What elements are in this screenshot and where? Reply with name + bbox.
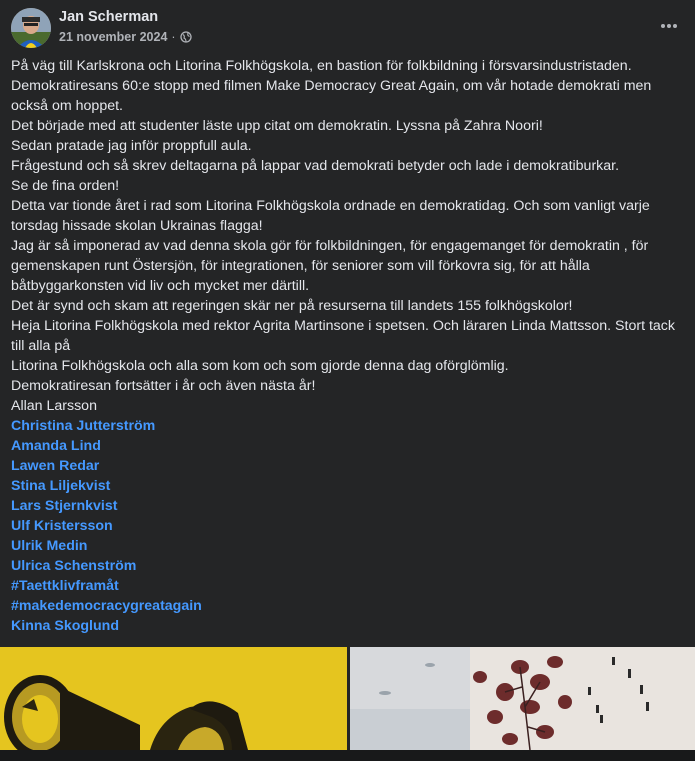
author-name[interactable]: Jan Scherman: [59, 9, 159, 25]
tag-link[interactable]: Lawen Redar: [11, 458, 100, 474]
post-paragraph: Jag är så imponerad av vad denna skola gör för folkbildningen, för engagemanget för demokratin , för gemenskapen runt Östersjön, för integrationen, för seniorer som vill förkovra sig, för att hålla båtbyggarkonsten vid liv och mycket mer därtill.: [11, 238, 649, 294]
post-paragraph: På väg till Karlskrona och Litorina Folkhögskola, en bastion för folkbildning i försvarsindustristaden.: [11, 58, 632, 74]
post-date[interactable]: 21 november 2024: [59, 30, 168, 44]
post-paragraph: Detta var tionde året i rad som Litorina Folkhögskola ordnade en demokratidag. Och som vanligt varje torsdag hissade skolan Ukrainas flagga!: [11, 198, 650, 234]
post-paragraph: Demokratiresans 60:e stopp med filmen Make Democracy Great Again, om vår hotade demokrati men också om hoppet.: [11, 78, 652, 114]
tag-link[interactable]: Christina Jutterström: [11, 418, 156, 434]
post-header: [0, 0, 695, 56]
post-paragraph: Demokratiresan fortsätter i år och även nästa år!: [11, 378, 316, 394]
post-paragraph: Se de fina orden!: [11, 178, 120, 194]
post-paragraph: Det är synd och skam att regeringen skär ner på resurserna till landets 155 folkhögskolor!: [11, 298, 573, 314]
post-paragraph: Litorina Folkhögskola och alla som kom och som gjorde denna dag oförglömlig.: [11, 358, 509, 374]
hashtag-link[interactable]: #Taettklivframåt: [11, 578, 119, 594]
post-paragraph: Heja Litorina Folkhögskola med rektor Agrita Martinsone i spetsen. Och läraren Linda Mattsson. Stort tack till alla på: [11, 318, 675, 354]
post-image-megaphone[interactable]: [0, 647, 347, 750]
post-paragraph: Det började med att studenter läste upp citat om demokratin. Lyssna på Zahra Noori!: [11, 118, 543, 134]
tag-link[interactable]: Lars Stjernkvist: [11, 498, 118, 514]
tag-link[interactable]: Ulrica Schenström: [11, 558, 137, 574]
tag-link[interactable]: Stina Liljekvist: [11, 478, 111, 494]
post-body: [11, 56, 687, 636]
post-paragraph: Frågestund och så skrev deltagarna på lappar vad demokrati betyder och lade i demokratiburkar.: [11, 158, 620, 174]
tag-link[interactable]: Amanda Lind: [11, 438, 101, 454]
tag-link[interactable]: Kinna Skoglund: [11, 618, 119, 634]
more-options-icon[interactable]: [653, 12, 685, 40]
post-image-flowers[interactable]: [350, 647, 695, 750]
post-images: [0, 647, 695, 750]
tag-link[interactable]: Ulrik Medin: [11, 538, 88, 554]
tag-link[interactable]: Ulf Kristersson: [11, 518, 113, 534]
author-avatar[interactable]: [11, 8, 51, 48]
globe-icon[interactable]: [180, 31, 192, 43]
post-paragraph: Allan Larsson: [11, 398, 97, 414]
hashtag-link[interactable]: #makedemocracygreatagain: [11, 598, 202, 614]
post-meta: [59, 30, 192, 44]
post-paragraph: Sedan pratade jag inför proppfull aula.: [11, 138, 252, 154]
meta-separator: ·: [171, 30, 176, 44]
